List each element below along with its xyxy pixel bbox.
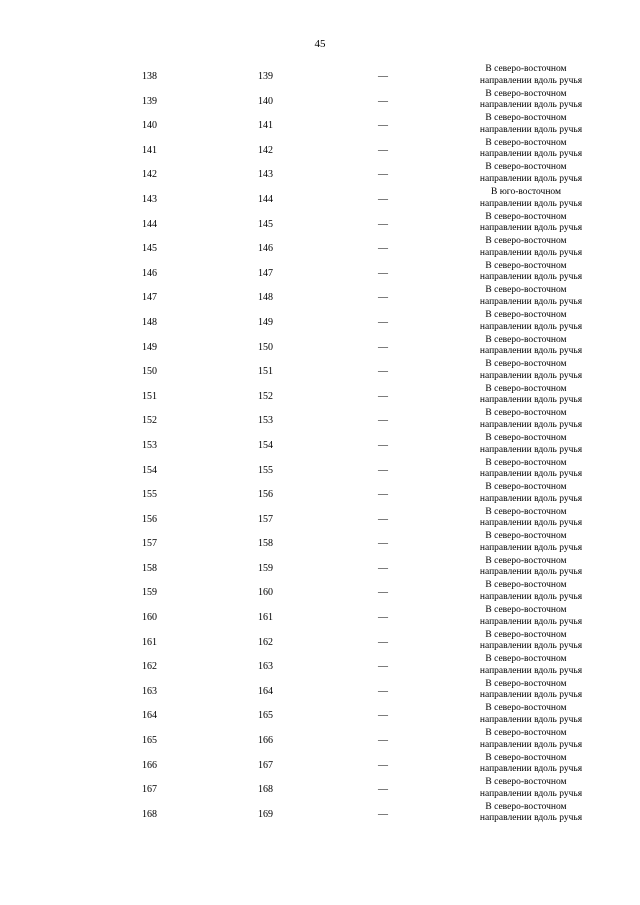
boundary-table <box>0 64 640 826</box>
point-from: 141 <box>142 144 157 156</box>
point-to: 148 <box>258 292 273 304</box>
direction-line-2: направлении вдоль ручья <box>479 75 583 86</box>
direction-description <box>462 89 590 112</box>
point-from: 149 <box>142 341 157 353</box>
point-to: 146 <box>258 243 273 255</box>
point-to: 157 <box>258 513 273 525</box>
direction-line-2: направлении вдоль ручья <box>479 715 583 726</box>
point-from: 159 <box>142 587 157 599</box>
table-row <box>0 285 640 310</box>
point-from: 154 <box>142 464 157 476</box>
dash-cell: — <box>378 661 388 673</box>
point-to: 140 <box>258 95 273 107</box>
direction-line-1: В северо-восточном <box>485 211 567 222</box>
direction-line-2: направлении вдоль ручья <box>479 690 583 701</box>
dash-cell: — <box>378 808 388 820</box>
point-to: 151 <box>258 366 273 378</box>
direction-description <box>462 654 590 677</box>
direction-line-2: направлении вдоль ручья <box>479 100 583 111</box>
point-from: 164 <box>142 710 157 722</box>
dash-cell: — <box>378 685 388 697</box>
point-to: 159 <box>258 562 273 574</box>
point-from: 160 <box>142 612 157 624</box>
point-from: 150 <box>142 366 157 378</box>
table-row <box>0 556 640 581</box>
direction-line-2: направлении вдоль ручья <box>479 173 583 184</box>
direction-line-1: В северо-восточном <box>485 383 567 394</box>
direction-line-2: направлении вдоль ручья <box>479 641 583 652</box>
direction-line-2: направлении вдоль ручья <box>479 247 583 258</box>
direction-description <box>462 187 590 210</box>
direction-description <box>462 261 590 284</box>
dash-cell: — <box>378 612 388 624</box>
table-row <box>0 113 640 138</box>
dash-cell: — <box>378 218 388 230</box>
point-to: 168 <box>258 784 273 796</box>
dash-cell: — <box>378 489 388 501</box>
direction-line-2: направлении вдоль ручья <box>479 493 583 504</box>
direction-description <box>462 310 590 333</box>
point-from: 158 <box>142 562 157 574</box>
direction-line-2: направлении вдоль ручья <box>479 616 583 627</box>
table-row <box>0 753 640 778</box>
direction-line-1: В северо-восточном <box>485 654 567 665</box>
point-to: 154 <box>258 439 273 451</box>
direction-description <box>462 531 590 554</box>
point-to: 147 <box>258 267 273 279</box>
point-from: 153 <box>142 439 157 451</box>
direction-line-1: В северо-восточном <box>485 309 567 320</box>
direction-description <box>462 703 590 726</box>
table-row <box>0 728 640 753</box>
point-from: 168 <box>142 808 157 820</box>
table-row <box>0 580 640 605</box>
dash-cell: — <box>378 562 388 574</box>
point-to: 145 <box>258 218 273 230</box>
direction-line-1: В юго-восточном <box>491 186 561 197</box>
direction-line-1: В северо-восточном <box>485 728 567 739</box>
point-from: 143 <box>142 193 157 205</box>
dash-cell: — <box>378 513 388 525</box>
direction-description <box>462 802 590 825</box>
table-row <box>0 335 640 360</box>
direction-line-2: направлении вдоль ручья <box>479 764 583 775</box>
point-from: 155 <box>142 489 157 501</box>
direction-line-2: направлении вдоль ручья <box>479 395 583 406</box>
point-from: 148 <box>142 316 157 328</box>
direction-line-2: направлении вдоль ручья <box>479 419 583 430</box>
dash-cell: — <box>378 316 388 328</box>
direction-description <box>462 64 590 87</box>
table-row <box>0 236 640 261</box>
direction-line-1: В северо-восточном <box>485 162 567 173</box>
dash-cell: — <box>378 464 388 476</box>
table-row <box>0 138 640 163</box>
direction-description <box>462 728 590 751</box>
point-to: 167 <box>258 759 273 771</box>
point-to: 156 <box>258 489 273 501</box>
direction-description <box>462 580 590 603</box>
direction-line-2: направлении вдоль ручья <box>479 542 583 553</box>
point-to: 152 <box>258 390 273 402</box>
direction-line-1: В северо-восточном <box>485 432 567 443</box>
direction-line-1: В северо-восточном <box>485 531 567 542</box>
direction-line-1: В северо-восточном <box>485 359 567 370</box>
direction-description <box>462 162 590 185</box>
table-row <box>0 212 640 237</box>
direction-line-1: В северо-восточном <box>485 752 567 763</box>
direction-description <box>462 777 590 800</box>
direction-line-2: направлении вдоль ручья <box>479 469 583 480</box>
point-from: 138 <box>142 71 157 82</box>
direction-line-1: В северо-восточном <box>485 555 567 566</box>
direction-line-2: направлении вдоль ручья <box>479 296 583 307</box>
point-to: 160 <box>258 587 273 599</box>
direction-line-2: направлении вдоль ручья <box>479 321 583 332</box>
direction-line-1: В северо-восточном <box>485 260 567 271</box>
dash-cell: — <box>378 95 388 107</box>
point-to: 161 <box>258 612 273 624</box>
point-to: 158 <box>258 538 273 550</box>
dash-cell: — <box>378 439 388 451</box>
direction-line-1: В северо-восточном <box>485 801 567 812</box>
direction-line-2: направлении вдоль ручья <box>479 272 583 283</box>
direction-line-2: направлении вдоль ручья <box>479 370 583 381</box>
dash-cell: — <box>378 636 388 648</box>
point-from: 167 <box>142 784 157 796</box>
dash-cell: — <box>378 784 388 796</box>
point-from: 146 <box>142 267 157 279</box>
direction-line-1: В северо-восточном <box>485 629 567 640</box>
direction-description <box>462 507 590 530</box>
dash-cell: — <box>378 71 388 82</box>
table-row <box>0 384 640 409</box>
table-row <box>0 802 640 827</box>
dash-cell: — <box>378 144 388 156</box>
point-to: 141 <box>258 120 273 132</box>
point-from: 140 <box>142 120 157 132</box>
direction-description <box>462 236 590 259</box>
table-row <box>0 777 640 802</box>
table-row <box>0 531 640 556</box>
point-to: 150 <box>258 341 273 353</box>
dash-cell: — <box>378 710 388 722</box>
page-number: 45 <box>314 38 326 50</box>
table-row <box>0 482 640 507</box>
point-to: 139 <box>258 71 273 82</box>
direction-description <box>462 433 590 456</box>
point-from: 145 <box>142 243 157 255</box>
point-to: 143 <box>258 169 273 181</box>
direction-line-2: направлении вдоль ручья <box>479 346 583 357</box>
point-from: 157 <box>142 538 157 550</box>
dash-cell: — <box>378 169 388 181</box>
table-row <box>0 187 640 212</box>
table-row <box>0 408 640 433</box>
direction-line-2: направлении вдоль ручья <box>479 124 583 135</box>
direction-description <box>462 630 590 653</box>
dash-cell: — <box>378 366 388 378</box>
direction-line-2: направлении вдоль ручья <box>479 518 583 529</box>
direction-line-1: В северо-восточном <box>485 506 567 517</box>
dash-cell: — <box>378 292 388 304</box>
direction-description <box>462 212 590 235</box>
dash-cell: — <box>378 341 388 353</box>
direction-line-2: направлении вдоль ручья <box>479 665 583 676</box>
dash-cell: — <box>378 587 388 599</box>
direction-description <box>462 113 590 136</box>
table-row <box>0 458 640 483</box>
point-from: 151 <box>142 390 157 402</box>
direction-line-2: направлении вдоль ручья <box>479 592 583 603</box>
direction-line-2: направлении вдоль ручья <box>479 198 583 209</box>
direction-description <box>462 408 590 431</box>
point-to: 165 <box>258 710 273 722</box>
point-to: 169 <box>258 808 273 820</box>
direction-line-1: В северо-восточном <box>485 334 567 345</box>
table-row <box>0 162 640 187</box>
direction-description <box>462 285 590 308</box>
point-from: 147 <box>142 292 157 304</box>
table-row <box>0 605 640 630</box>
direction-line-1: В северо-восточном <box>485 113 567 124</box>
direction-line-1: В северо-восточном <box>485 88 567 99</box>
direction-description <box>462 138 590 161</box>
dash-cell: — <box>378 267 388 279</box>
dash-cell: — <box>378 120 388 132</box>
direction-description <box>462 335 590 358</box>
dash-cell: — <box>378 759 388 771</box>
direction-description <box>462 384 590 407</box>
point-from: 156 <box>142 513 157 525</box>
point-from: 144 <box>142 218 157 230</box>
point-to: 142 <box>258 144 273 156</box>
dash-cell: — <box>378 193 388 205</box>
direction-line-2: направлении вдоль ручья <box>479 813 583 824</box>
table-row <box>0 310 640 335</box>
direction-line-2: направлении вдоль ручья <box>479 788 583 799</box>
point-from: 162 <box>142 661 157 673</box>
point-to: 163 <box>258 661 273 673</box>
direction-description <box>462 482 590 505</box>
table-row <box>0 64 640 89</box>
dash-cell: — <box>378 390 388 402</box>
direction-line-2: направлении вдоль ручья <box>479 567 583 578</box>
point-from: 165 <box>142 735 157 747</box>
direction-line-2: направлении вдоль ручья <box>479 223 583 234</box>
direction-line-1: В северо-восточном <box>485 703 567 714</box>
point-from: 163 <box>142 685 157 697</box>
table-row <box>0 89 640 114</box>
table-row <box>0 433 640 458</box>
direction-line-1: В северо-восточном <box>485 678 567 689</box>
direction-description <box>462 679 590 702</box>
table-row <box>0 679 640 704</box>
direction-line-1: В северо-восточном <box>485 457 567 468</box>
table-row <box>0 507 640 532</box>
point-from: 152 <box>142 415 157 427</box>
point-from: 142 <box>142 169 157 181</box>
dash-cell: — <box>378 538 388 550</box>
point-from: 139 <box>142 95 157 107</box>
direction-line-2: направлении вдоль ручья <box>479 739 583 750</box>
dash-cell: — <box>378 415 388 427</box>
table-row <box>0 654 640 679</box>
direction-description <box>462 605 590 628</box>
point-to: 144 <box>258 193 273 205</box>
table-row <box>0 359 640 384</box>
direction-line-1: В северо-восточном <box>485 137 567 148</box>
direction-line-1: В северо-восточном <box>485 482 567 493</box>
point-from: 161 <box>142 636 157 648</box>
point-to: 162 <box>258 636 273 648</box>
direction-description <box>462 359 590 382</box>
direction-line-1: В северо-восточном <box>485 408 567 419</box>
point-to: 153 <box>258 415 273 427</box>
table-row <box>0 630 640 655</box>
table-row <box>0 703 640 728</box>
point-to: 166 <box>258 735 273 747</box>
direction-description <box>462 753 590 776</box>
point-to: 164 <box>258 685 273 697</box>
direction-line-1: В северо-восточном <box>485 580 567 591</box>
point-to: 149 <box>258 316 273 328</box>
table-row <box>0 261 640 286</box>
dash-cell: — <box>378 735 388 747</box>
direction-line-2: направлении вдоль ручья <box>479 149 583 160</box>
direction-line-1: В северо-восточном <box>485 605 567 616</box>
direction-line-1: В северо-восточном <box>485 236 567 247</box>
dash-cell: — <box>378 243 388 255</box>
direction-description <box>462 458 590 481</box>
direction-line-1: В северо-восточном <box>485 777 567 788</box>
direction-description <box>462 556 590 579</box>
direction-line-1: В северо-восточном <box>485 285 567 296</box>
point-to: 155 <box>258 464 273 476</box>
direction-line-1: В северо-восточном <box>485 64 567 74</box>
direction-line-2: направлении вдоль ручья <box>479 444 583 455</box>
point-from: 166 <box>142 759 157 771</box>
